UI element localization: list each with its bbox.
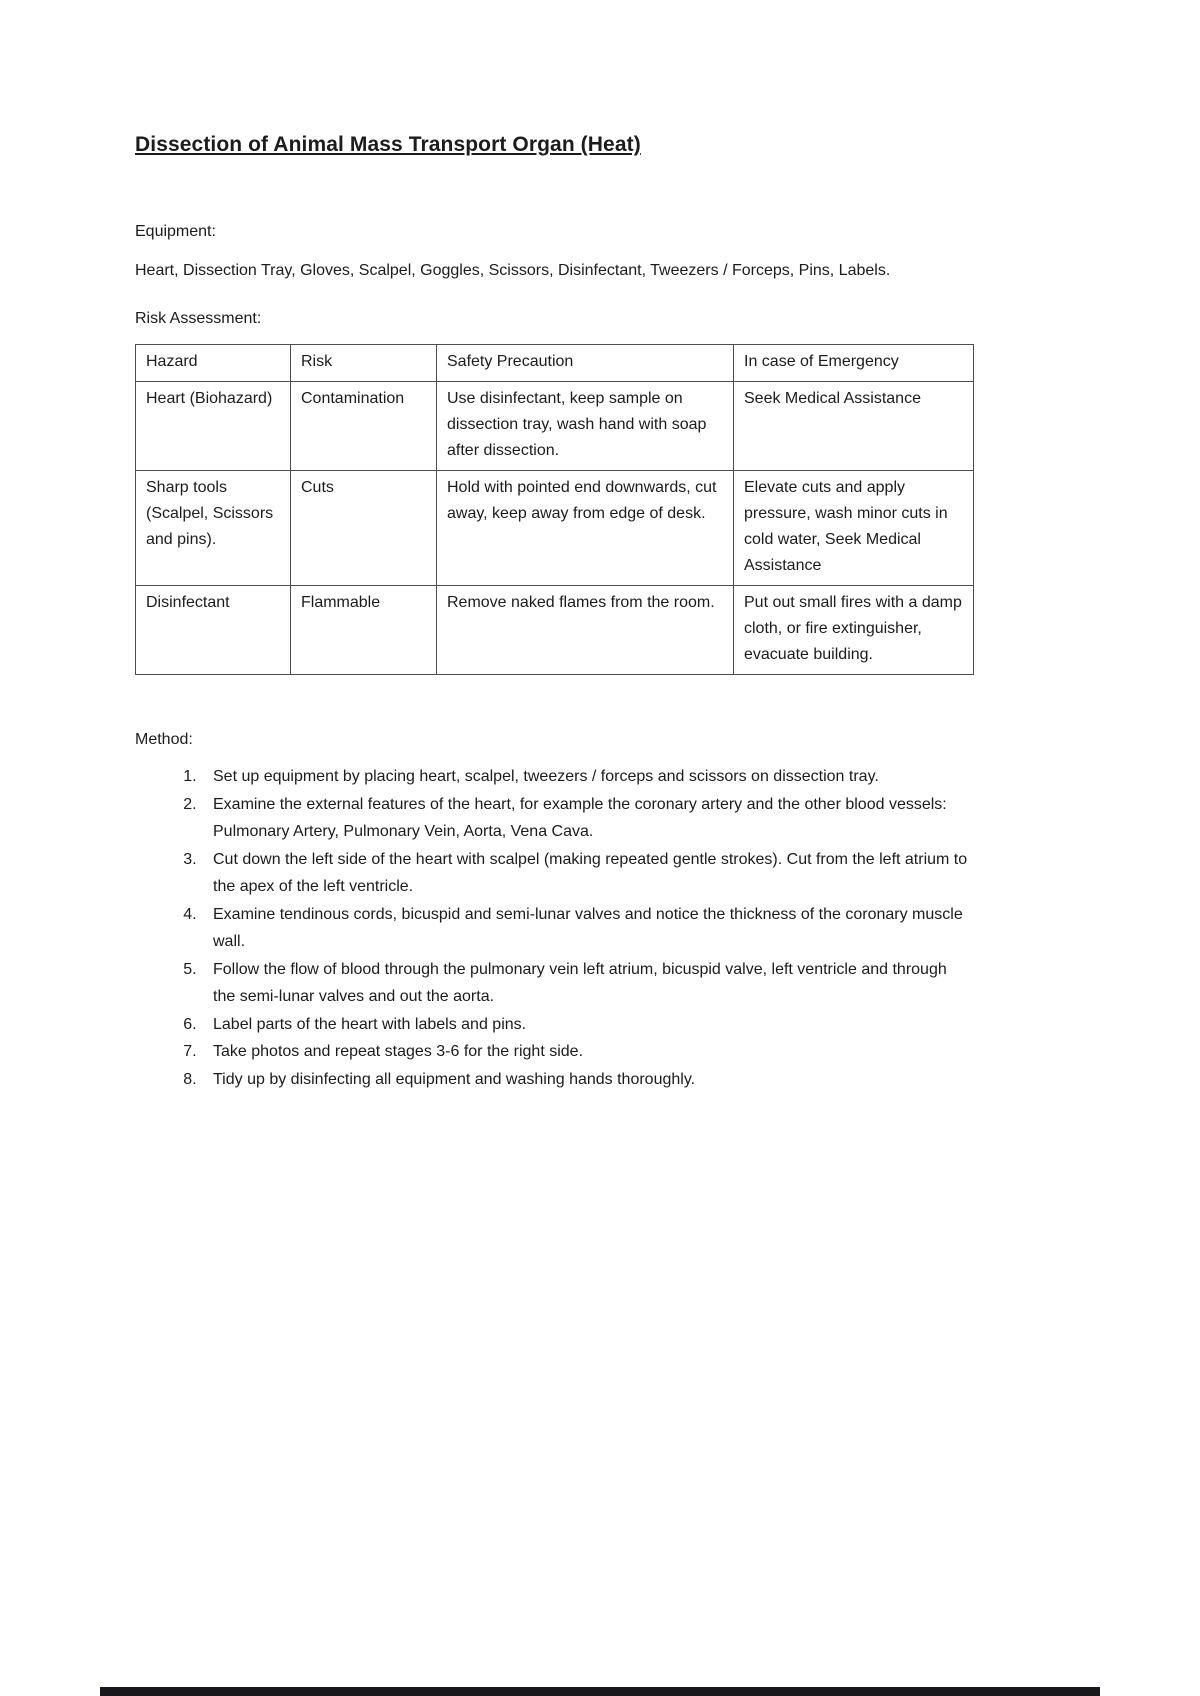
table-cell-emergency: Put out small fires with a damp cloth, or fire extinguisher, evacuate building. bbox=[734, 586, 974, 675]
table-cell-risk: Flammable bbox=[291, 586, 437, 675]
method-section bbox=[135, 731, 973, 1093]
table-cell-safety-precaution: Hold with pointed end downwards, cut away, keep away from edge of desk. bbox=[437, 471, 734, 586]
table-row bbox=[136, 382, 974, 471]
risk-assessment-table bbox=[135, 344, 974, 675]
method-step: 1. Set up equipment by placing heart, scalpel, tweezers / forceps and scissors on dissection tray. bbox=[201, 763, 973, 791]
method-step: 3. Cut down the left side of the heart with scalpel (making repeated gentle strokes). Cut from the left atrium to the apex of the left ventricle. bbox=[201, 846, 973, 901]
method-step: 2. Examine the external features of the heart, for example the coronary artery and the other blood vessels: Pulmonary Artery, Pulmonary Vein, Aorta, Vena Cava. bbox=[201, 791, 973, 846]
table-cell-hazard: Disinfectant bbox=[136, 586, 291, 675]
column-header-emergency: In case of Emergency bbox=[734, 345, 974, 382]
table-cell-hazard: Sharp tools (Scalpel, Scissors and pins). bbox=[136, 471, 291, 586]
table-cell-safety-precaution: Use disinfectant, keep sample on dissection tray, wash hand with soap after dissection. bbox=[437, 382, 734, 471]
equipment-list-text: Heart, Dissection Tray, Gloves, Scalpel, Goggles, Scissors, Disinfectant, Tweezers / Forceps, Pins, Labels. bbox=[135, 262, 891, 279]
next-page-edge bbox=[100, 1687, 1100, 1696]
method-step: 8. Tidy up by disinfecting all equipment and washing hands thoroughly. bbox=[201, 1066, 973, 1094]
method-step: 4. Examine tendinous cords, bicuspid and semi-lunar valves and notice the thickness of the coronary muscle wall. bbox=[201, 901, 973, 956]
table-cell-hazard: Heart (Biohazard) bbox=[136, 382, 291, 471]
equipment-heading: Equipment: bbox=[135, 223, 216, 240]
method-step: 6. Label parts of the heart with labels and pins. bbox=[201, 1011, 973, 1039]
risk-assessment-heading: Risk Assessment: bbox=[135, 310, 262, 327]
document-page bbox=[135, 133, 973, 1093]
page-title: Dissection of Animal Mass Transport Organ (Heat) bbox=[135, 133, 641, 156]
method-heading: Method: bbox=[135, 731, 193, 748]
table-cell-emergency: Elevate cuts and apply pressure, wash minor cuts in cold water, Seek Medical Assistance bbox=[734, 471, 974, 586]
column-header-safety-precaution: Safety Precaution bbox=[437, 345, 734, 382]
table-row bbox=[136, 586, 974, 675]
method-step: 7. Take photos and repeat stages 3-6 for the right side. bbox=[201, 1038, 973, 1066]
method-step: 5. Follow the flow of blood through the pulmonary vein left atrium, bicuspid valve, left ventricle and through the semi-lunar valves and out the aorta. bbox=[201, 956, 973, 1011]
table-cell-risk: Cuts bbox=[291, 471, 437, 586]
column-header-risk: Risk bbox=[291, 345, 437, 382]
table-cell-risk: Contamination bbox=[291, 382, 437, 471]
column-header-hazard: Hazard bbox=[136, 345, 291, 382]
table-cell-emergency: Seek Medical Assistance bbox=[734, 382, 974, 471]
table-cell-safety-precaution: Remove naked flames from the room. bbox=[437, 586, 734, 675]
table-row bbox=[136, 471, 974, 586]
table-header-row bbox=[136, 345, 974, 382]
method-list bbox=[135, 763, 973, 1093]
